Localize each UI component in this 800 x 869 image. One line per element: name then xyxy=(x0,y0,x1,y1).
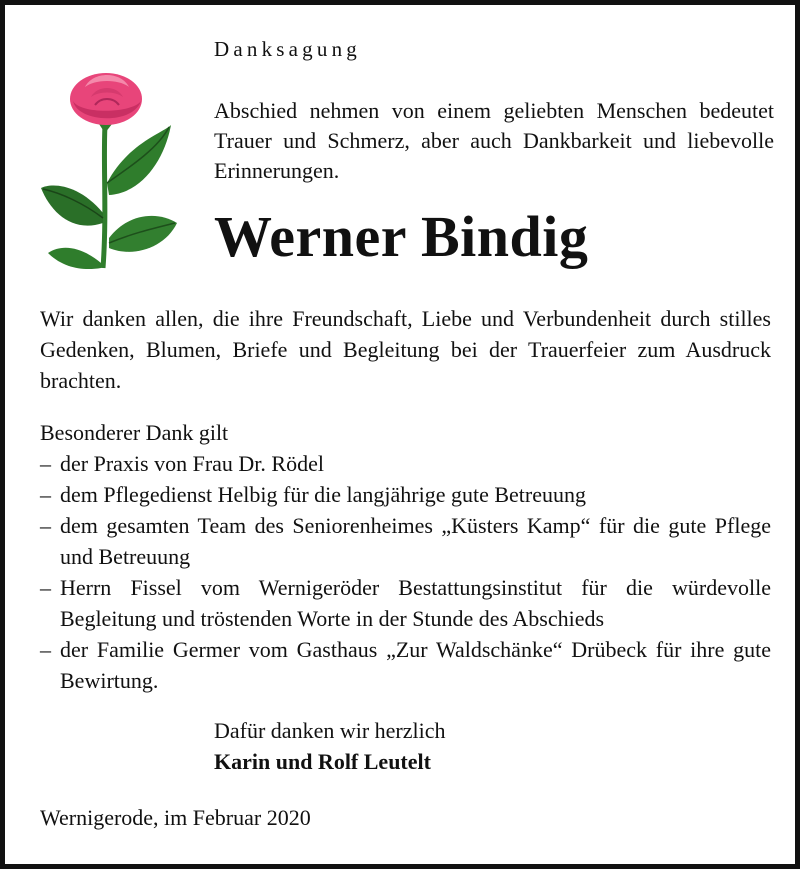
list-item xyxy=(40,572,771,634)
intro-text: Abschied nehmen von einem geliebten Menschen bedeutet Trauer und Schmerz, aber auch Dankbarkeit und liebevolle Erinnerungen. xyxy=(214,98,774,183)
list-item-text: der Praxis von Frau Dr. Rödel xyxy=(60,451,324,476)
list-item-text: dem gesamten Team des Seniorenheimes „Küsters Kamp“ für die gute Pflege und Betreuung xyxy=(60,513,771,569)
list-item-text: der Familie Germer vom Gasthaus „Zur Waldschänke“ Drübeck für ihre gute Bewirtung. xyxy=(60,637,771,693)
special-thanks-section xyxy=(40,417,771,696)
closing-block xyxy=(214,715,446,777)
dash-bullet: – xyxy=(40,575,51,600)
dash-bullet: – xyxy=(40,513,51,538)
list-item xyxy=(40,479,771,510)
list-item xyxy=(40,510,771,572)
list-item xyxy=(40,448,771,479)
dash-bullet: – xyxy=(40,637,51,662)
page-heading: Danksagung xyxy=(214,37,361,61)
list-item xyxy=(40,634,771,696)
closing-line: Dafür danken wir herzlich xyxy=(214,718,446,743)
thanks-text: Wir danken allen, die ihre Freundschaft, Liebe und Verbundenheit durch stilles Gedenken, Blumen, Briefe und Begleitung bei der Trauerfeier zum Ausdruck brachten. xyxy=(40,306,771,393)
deceased-name: Werner Bindig xyxy=(214,204,589,269)
signers: Karin und Rolf Leutelt xyxy=(214,749,431,774)
special-thanks-list xyxy=(40,448,771,696)
dash-bullet: – xyxy=(40,451,51,476)
list-item-text: Herrn Fissel vom Wernigeröder Bestattungsinstitut für die würdevolle Begleitung und tröstenden Worte in der Stunde des Abschieds xyxy=(60,575,771,631)
rose-icon xyxy=(33,63,183,273)
list-item-text: dem Pflegedienst Helbig für die langjährige gute Betreuung xyxy=(60,482,587,507)
place-date: Wernigerode, im Februar 2020 xyxy=(40,805,311,830)
special-thanks-intro: Besonderer Dank gilt xyxy=(40,420,229,445)
dash-bullet: – xyxy=(40,482,51,507)
